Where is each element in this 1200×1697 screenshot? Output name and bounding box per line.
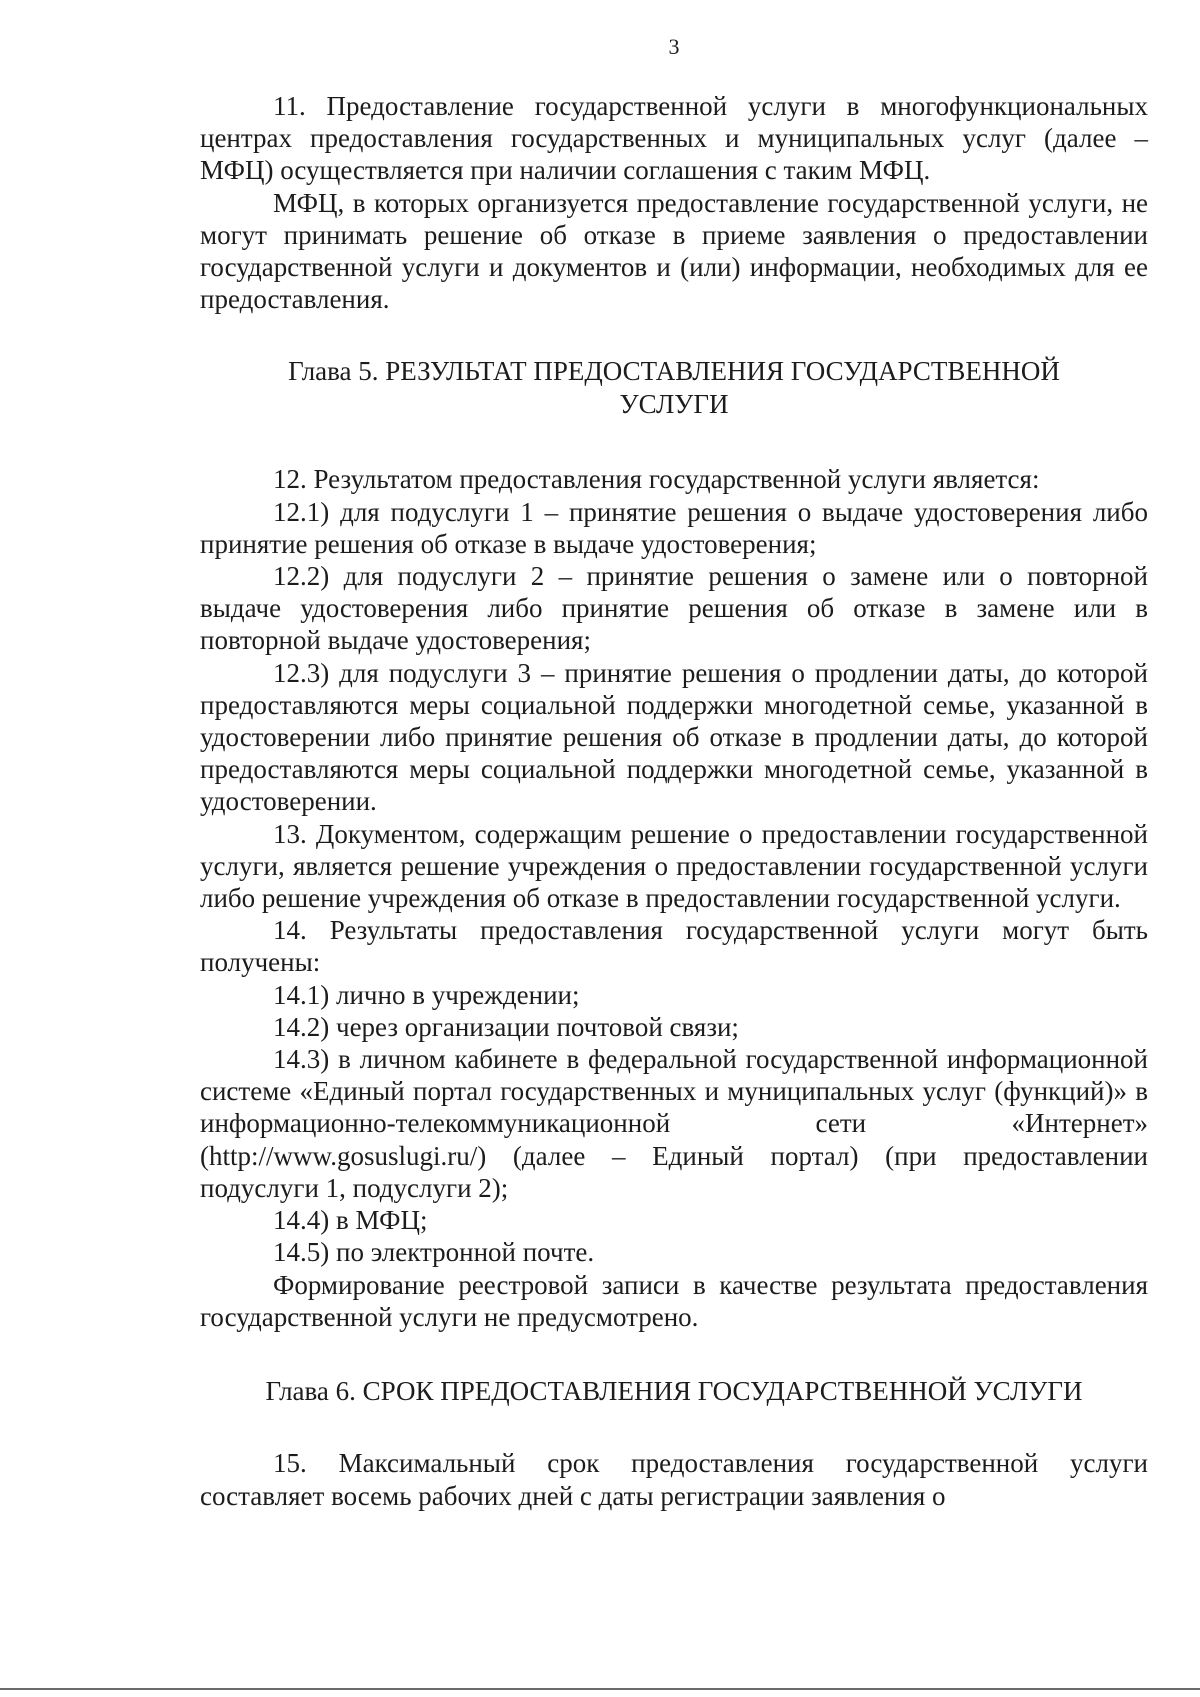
chapter-5-heading-line2: УСЛУГИ xyxy=(619,388,729,419)
paragraph-15: 15. Максимальный срок предоставления государственной услуги составляет восемь рабочих дней с даты регистрации заявления о xyxy=(200,1448,1148,1511)
paragraph-12-2: 12.2) для подуслуги 2 – принятие решения о замене или о повторной выдаче удостоверения либо принятие решения об отказе в замене или в повторной выдаче удостоверения; xyxy=(200,561,1148,656)
paragraph-14-1: 14.1) лично в учреждении; xyxy=(273,979,580,1010)
chapter-5-heading xyxy=(200,355,1148,420)
paragraph-14: 14. Результаты предоставления государственной услуги могут быть получены: xyxy=(200,915,1148,978)
paragraph-mfc: МФЦ, в которых организуется предоставление государственной услуги, не могут принимать решение об отказе в приеме заявления о предоставлении государственной услуги и документов и (или) информации, необходимых для ее предоставления. xyxy=(200,187,1148,315)
paragraph-14-4: 14.4) в МФЦ; xyxy=(273,1205,428,1236)
paragraph-12: 12. Результатом предоставления государственной услуги является: xyxy=(273,464,1040,495)
paragraph-12-3: 12.3) для подуслуги 3 – принятие решения о продлении даты, до которой предоставляются меры социальной поддержки многодетной семье, указанной в удостоверении либо принятие решения об отказе в продлении даты, до которой предоставляются меры социальной поддержки многодетной семье, указанной в удостоверении. xyxy=(200,657,1148,817)
page-number: 3 xyxy=(668,34,680,59)
chapter-5-heading-line1: Глава 5. РЕЗУЛЬТАТ ПРЕДОСТАВЛЕНИЯ ГОСУДАРСТВЕННОЙ xyxy=(288,356,1060,387)
paragraph-12-1: 12.1) для подуслуги 1 – принятие решения о выдаче удостоверения либо принятие решения об отказе в выдаче удостоверения; xyxy=(200,496,1148,559)
paragraph-registry-record: Формирование реестровой записи в качестве результата предоставления государственной услуги не предусмотрено. xyxy=(200,1269,1148,1332)
paragraph-14-3: 14.3) в личном кабинете в федеральной государственной информационной системе «Единый портал государственных и муниципальных услуг (функций)» в информационно-телекоммуникационной сети «Интернет» (http://www.gosuslugi.ru/) (далее – Единый портал) (при предоставлении подуслуги 1, подуслуги 2); xyxy=(200,1044,1148,1203)
paragraph-14-2: 14.2) через организации почтовой связи; xyxy=(273,1011,739,1042)
paragraph-11: 11. Предоставление государственной услуги в многофункциональных центрах предоставления государственных и муниципальных услуг (далее – МФЦ) осуществляется при наличии соглашения с таким МФЦ. xyxy=(200,91,1148,186)
paragraph-14-5: 14.5) по электронной почте. xyxy=(273,1237,595,1268)
scan-edge-line xyxy=(0,1688,1200,1690)
chapter-6-heading: Глава 6. СРОК ПРЕДОСТАВЛЕНИЯ ГОСУДАРСТВЕННОЙ УСЛУГИ xyxy=(265,1375,1083,1406)
paragraph-13: 13. Документом, содержащим решение о предоставлении государственной услуги, является решение учреждения о предоставлении государственной услуги либо решение учреждения об отказе в предоставлении государственной услуги. xyxy=(200,818,1148,914)
document-body xyxy=(200,90,1148,1512)
